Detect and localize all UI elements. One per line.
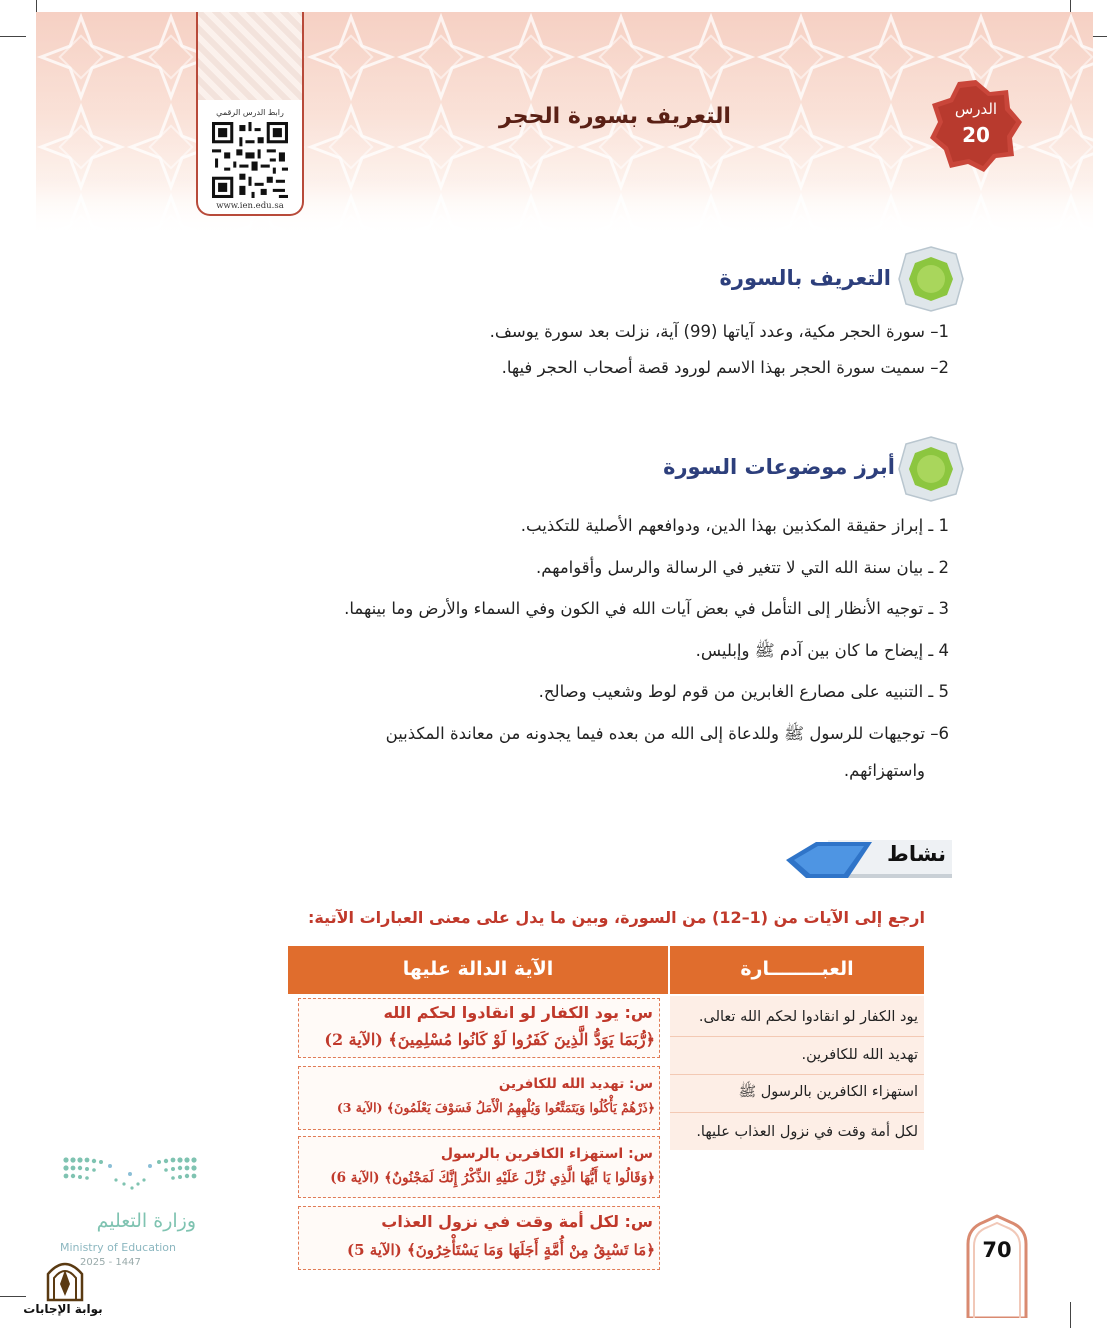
answer-question: س: تهديد الله للكافرين [498,1076,653,1092]
section-bullet-icon [896,434,966,504]
topic-item: واستهزائهم. [843,761,925,780]
row-divider [670,1036,924,1037]
topic-item: 1 ـ إبراز حقيقة المكذبين بهذا الدين، ودوافعهم الأصلية للتكذيب. [520,516,949,535]
row-divider [670,1112,924,1113]
row-divider [670,1074,924,1075]
section-title-intro: التعريف بالسورة [719,266,891,290]
answer-verse: ﴿رُّبَمَا يَوَدُّ الَّذِينَ كَفَرُوا لَوْ كَانُوا مُسْلِمِينَ﴾ (الآية 2) [324,1030,655,1049]
answer-box[interactable] [298,1136,660,1198]
ministry-logo-icon [62,1154,198,1200]
answer-question: س: استهزاء الكافرين بالرسول [440,1146,653,1162]
table-header-phrase: العبــــــــارة [670,946,924,994]
ministry-name-ar: وزارة التعليم [96,1210,196,1232]
crop-mark [0,36,26,37]
topic-item: 5 ـ التنبيه على مصارع الغابرين من قوم لوط وشعيب وصالح. [538,682,949,701]
ministry-name-en: Ministry of Education [60,1241,177,1254]
portal-logo-icon [44,1256,86,1302]
answer-question: س: يود الكفار لو انقادوا لحكم الله [383,1003,653,1022]
table-header-verse: الآية الدالة عليها [288,946,668,994]
answer-box[interactable] [298,998,660,1058]
topic-item: 4 ـ إيضاح ما كان بين آدم ﷺ وإبليس. [695,641,949,660]
answer-verse: ﴿وَقَالُوا يَا أَيُّهَا الَّذِي نُزِّلَ عَلَيْهِ الذِّكْرُ إِنَّكَ لَمَجْنُونٌ﴾ (الآية 6) [330,1170,655,1186]
qr-card-pattern [198,12,302,100]
page-number-tab [964,1214,1030,1318]
lesson-badge-label: الدرس [954,100,998,118]
phrase-cell: استهزاء الكافرين بالرسول ﷺ [738,1084,918,1100]
ministry-year: 2025 - 1447 [80,1257,141,1268]
phrase-cell: يود الكفار لو انقادوا لحكم الله تعالى. [698,1009,918,1025]
phrase-cell: لكل أمة وقت في نزول العذاب عليها. [696,1124,918,1140]
intro-item: 2– سميت سورة الحجر بهذا الاسم لورود قصة أصحاب الحجر فيها. [501,358,949,377]
portal-label: بوابة الإجابات [23,1302,103,1316]
activity-label: نشاط [887,842,946,866]
answer-box[interactable] [298,1206,660,1270]
lesson-title: التعريف بسورة الحجر [499,104,731,129]
answer-verse: ﴿مَا تَسْبِقُ مِنْ أُمَّةٍ أَجَلَهَا وَمَا يَسْتَأْخِرُونَ﴾ (الآية 5) [346,1241,655,1259]
answer-box[interactable] [298,1066,660,1130]
qr-card[interactable] [196,12,304,216]
qr-code-icon[interactable] [212,122,288,198]
qr-url[interactable]: www.ien.edu.sa [216,201,284,211]
qr-label: رابط الدرس الرقمي [216,108,284,117]
phrase-cell: تهديد الله للكافرين. [801,1047,918,1063]
answer-verse: ﴿ذَرْهُمْ يَأْكُلُوا وَيَتَمَتَّعُوا وَيُلْهِهِمُ الْأَمَلُ فَسَوْفَ يَعْلَمُونَ﴾ (الآية 3) [336,1100,655,1115]
crop-mark [1070,1302,1071,1328]
topic-item: 6– توجيهات للرسول ﷺ وللدعاة إلى الله من بعده فيما يجدونه من معاندة المكذبين [385,724,949,743]
topic-item: 2 ـ بيان سنة الله التي لا تتغير في الرسالة والرسل وأقوامهم. [536,558,949,577]
section-bullet-icon [896,244,966,314]
crop-mark [0,1296,26,1297]
intro-item: 1– سورة الحجر مكية، وعدد آياتها (99) آية، نزلت بعد سورة يوسف. [489,322,949,341]
lesson-badge-number: 20 [962,123,990,147]
section-title-topics: أبرز موضوعات السورة [663,455,895,479]
page-number: 70 [982,1238,1012,1262]
activity-instruction: ارجع إلى الآيات من (1–12) من السورة، وبين ما يدل على معنى العبارات الآتية: [307,908,925,927]
topic-item: 3 ـ توجيه الأنظار إلى التأمل في بعض آيات الله في الكون وفي السماء والأرض وما بينهما. [344,599,949,618]
answer-question: س: لكل أمة وقت في نزول العذاب [381,1212,653,1231]
